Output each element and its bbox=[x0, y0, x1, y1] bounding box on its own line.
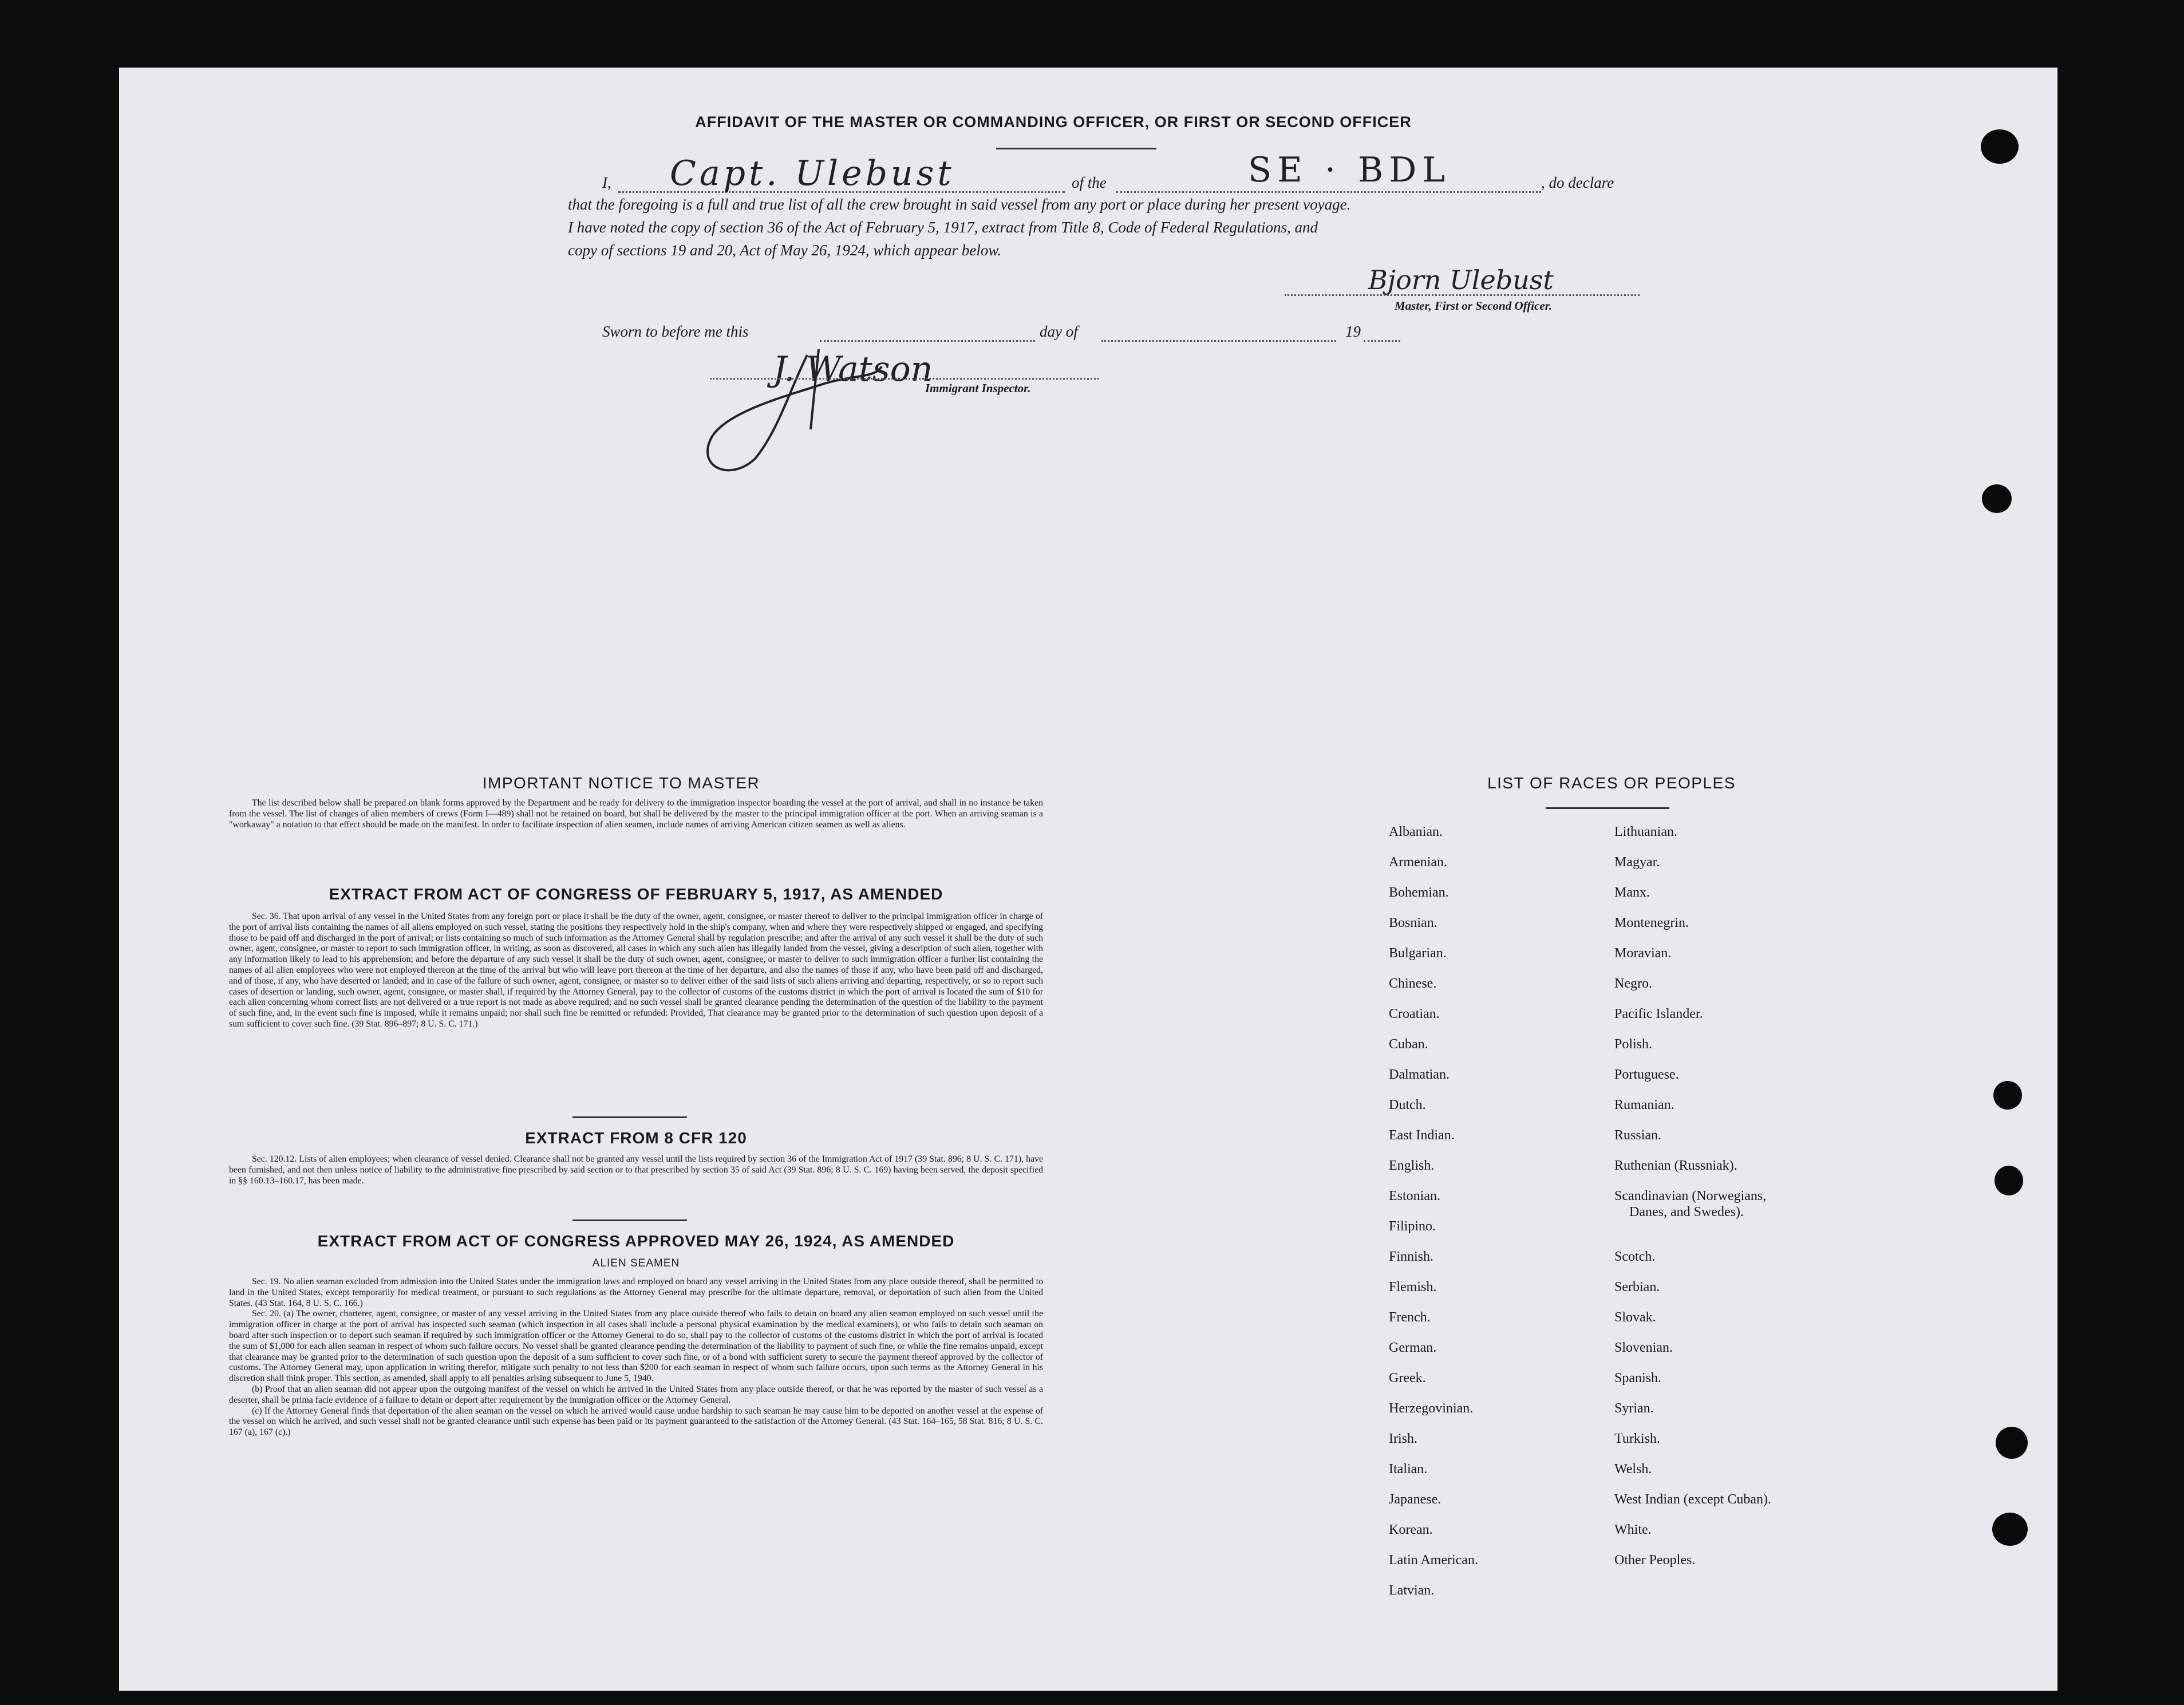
race-item: Latvian. bbox=[1389, 1583, 1435, 1598]
extract-1917-body bbox=[229, 911, 1043, 1030]
officer-signature: Bjorn Ulebust bbox=[1368, 265, 1554, 295]
races-heading: LIST OF RACES OR PEOPLES bbox=[1487, 774, 1736, 792]
race-item: Irish. bbox=[1389, 1431, 1417, 1446]
race-item: Chinese. bbox=[1389, 976, 1437, 991]
race-item: Moravian. bbox=[1614, 946, 1672, 961]
punch-hole bbox=[1981, 129, 2019, 164]
master-name-handwritten: Capt. Ulebust bbox=[670, 153, 955, 194]
notice-paragraph: The list described below shall be prepared on blank forms approved by the Department and be ready for delivery to the immigration inspector boarding the vessel at the port of arrival, and shall in no instance be taken from the vessel. The list of changes of alien members of crews (Form I—489) shall not be retained on board, but shall be delivered by the master to the principal immigration officer at the port. When an arriving seaman is a "workaway" a notation to that effect should be made on the manifest. In order to facilitate inspection of alien seamen, include names of arriving American citizen seamen as well as aliens. bbox=[229, 798, 1043, 830]
sworn-month-line bbox=[1101, 340, 1336, 342]
notice-heading: IMPORTANT NOTICE TO MASTER bbox=[482, 774, 760, 792]
race-item: Dalmatian. bbox=[1389, 1067, 1450, 1082]
alien-seamen-subheading: ALIEN SEAMEN bbox=[592, 1257, 680, 1269]
inspector-signature-line bbox=[710, 378, 1099, 380]
notice-body bbox=[229, 798, 1043, 830]
race-item: Korean. bbox=[1389, 1522, 1433, 1537]
punch-hole bbox=[1993, 1081, 2022, 1110]
race-item: Rumanian. bbox=[1614, 1098, 1674, 1112]
race-item: Herzegovinian. bbox=[1389, 1401, 1474, 1416]
extract-cfr-heading: EXTRACT FROM 8 CFR 120 bbox=[525, 1129, 747, 1147]
race-item: Italian. bbox=[1389, 1462, 1428, 1477]
race-item: Lithuanian. bbox=[1614, 824, 1677, 839]
race-item: Armenian. bbox=[1389, 855, 1447, 870]
race-item: Albanian. bbox=[1389, 824, 1443, 839]
race-item: West Indian (except Cuban). bbox=[1614, 1492, 1771, 1507]
race-item: Negro. bbox=[1614, 976, 1652, 991]
race-item: Latin American. bbox=[1389, 1553, 1478, 1568]
section-20c-paragraph: (c) If the Attorney General finds that deportation of the alien seaman on the vessel on which he arrived would cause undue hardship to such seaman he may cause him to be deported on another vessel at the expense of the vessel on which he arrived, and such vessel shall not be granted clearance until such expense has been paid or its payment guaranteed to the satisfaction of the Attorney General. (43 Stat. 164–165, 58 Stat. 816; 8 U. S. C. 167 (a), 167 (c).) bbox=[229, 1406, 1043, 1438]
race-item: Syrian. bbox=[1614, 1401, 1654, 1416]
extract-1924-body bbox=[229, 1277, 1043, 1438]
race-item: Polish. bbox=[1614, 1037, 1653, 1052]
race-item: East Indian. bbox=[1389, 1128, 1455, 1143]
divider bbox=[1546, 807, 1669, 809]
section-36-paragraph: Sec. 36. That upon arrival of any vessel in the United States from any foreign port or place it shall be the duty of the owner, agent, consignee, or master thereof to deliver to the principal immigration officer in charge of the port of arrival lists containing the names of all aliens employed on such vessel, stating the positions they respectively hold in the ship's company, when and where they were respectively shipped or engaged, and specifying those to be paid off and discharged in the port of arrival; or lists containing so much of such information as the Attorney General shall by regulation prescribe; and after the arrival of any such vessel it shall be the duty of such owner, agent, consignee, or master to report to such immigration officer, in writing, as soon as discovered, all cases in which any such alien has illegally landed from the vessel, giving a description of such alien, together with any information likely to lead to his apprehension; and before the departure of any such vessel it shall be the duty of such owner, agent, consignee, or master to deliver to such immigration officer a further list containing the names of all alien employees who were not employed thereon at the time of the arrival but who will leave port thereon at the time of her departure, and also the names of those if any, who have been paid off and discharged, and of those, if any, who have deserted or landed; and in case of the failure of such owner, agent, consignee, or master so to deliver either of the said lists of such aliens arriving and departing, respectively, or so to report such cases of desertion or landing, such owner, agent, consignee, or master shall, if required by the Attorney General, pay to the collector of customs of the customs district in which the port of arrival is located the sum of $10 for each alien concerning whom correct lists are not delivered or a true report is not made as above required; and no such vessel shall be granted clearance pending the determination of the question of the liability to the payment of such fine, and, in the event such fine is imposed, while it remains unpaid; nor shall such fine be remitted or refunded: Provided, That clearance may be granted prior to the determination of such question upon deposit of a sum sufficient to cover such fine. (39 Stat. 896–897; 8 U. S. C. 171.) bbox=[229, 911, 1043, 1029]
race-item: Magyar. bbox=[1614, 855, 1660, 870]
race-item: Danes, and Swedes). bbox=[1629, 1205, 1744, 1219]
race-item: Spanish. bbox=[1614, 1371, 1662, 1386]
vessel-name-handwritten: SE · BDL bbox=[1248, 150, 1451, 190]
extract-cfr-body bbox=[229, 1154, 1043, 1186]
divider bbox=[572, 1116, 687, 1118]
officer-signature-line bbox=[1285, 294, 1640, 296]
punch-hole bbox=[1996, 1427, 2028, 1459]
race-item: Scandinavian (Norwegians, bbox=[1614, 1189, 1767, 1203]
declarant-prefix: I, bbox=[602, 174, 611, 191]
year-prefix: 19 bbox=[1345, 323, 1361, 340]
affidavit-heading: AFFIDAVIT OF THE MASTER OR COMMANDING OFFICER, OR FIRST OR SECOND OFFICER bbox=[695, 113, 1412, 131]
race-item: Russian. bbox=[1614, 1128, 1662, 1143]
affidavit-line-4: copy of sections 19 and 20, Act of May 26, 1924, which appear below. bbox=[568, 242, 1002, 259]
race-item: Estonian. bbox=[1389, 1189, 1440, 1203]
race-item: English. bbox=[1389, 1158, 1435, 1173]
race-item: Ruthenian (Russniak). bbox=[1614, 1158, 1737, 1173]
race-item: Scotch. bbox=[1614, 1249, 1656, 1264]
document-page bbox=[119, 68, 2057, 1691]
race-item: Portuguese. bbox=[1614, 1067, 1679, 1082]
race-item: Flemish. bbox=[1389, 1280, 1437, 1294]
race-item: Welsh. bbox=[1614, 1462, 1652, 1477]
race-item: Greek. bbox=[1389, 1371, 1426, 1386]
of-the-label: of the bbox=[1072, 174, 1107, 191]
race-item: Bohemian. bbox=[1389, 885, 1449, 900]
section-20b-paragraph: (b) Proof that an alien seaman did not appear upon the outgoing manifest of the vessel on which he arrived in the United States from any place outside thereof, or that he was reported by the master of such vessel as a deserter, shall be prima facie evidence of a failure to detain or deport after requirement by the immigration officer or the Attorney General. bbox=[229, 1384, 1043, 1405]
section-120-12-paragraph: Sec. 120.12. Lists of alien employees; when clearance of vessel denied. Clearance shall not be granted any vessel until the lists required by section 36 of the Immigration Act of 1917 (39 Stat. 896; 8 U. S. C. 171), have been furnished, and not then unless notice of liability to the administrative fine prescribed by said section or to that prescribed by section 35 of said Act (39 Stat. 896; 8 U. S. C. 169) having been served, the deposit specified in §§ 160.13–160.17, has been made. bbox=[229, 1154, 1043, 1186]
race-item: Montenegrin. bbox=[1614, 915, 1689, 930]
extract-1917-heading: EXTRACT FROM ACT OF CONGRESS OF FEBRUARY 5, 1917, AS AMENDED bbox=[329, 885, 943, 903]
race-item: Filipino. bbox=[1389, 1219, 1436, 1234]
affidavit-line-3: I have noted the copy of section 36 of the Act of February 5, 1917, extract from Title 8, Code of Federal Regulations, and bbox=[568, 219, 1318, 236]
punch-hole bbox=[1982, 484, 2012, 513]
race-item: German. bbox=[1389, 1340, 1437, 1355]
sworn-label: Sworn to before me this bbox=[602, 323, 749, 340]
inspector-caption: Immigrant Inspector. bbox=[925, 381, 1031, 395]
race-item: Serbian. bbox=[1614, 1280, 1660, 1294]
race-item: Pacific Islander. bbox=[1614, 1007, 1703, 1021]
race-item: Dutch. bbox=[1389, 1098, 1426, 1112]
sworn-day-line bbox=[820, 340, 1035, 342]
race-item: White. bbox=[1614, 1522, 1652, 1537]
race-item: Turkish. bbox=[1614, 1431, 1660, 1446]
race-item: Other Peoples. bbox=[1614, 1553, 1696, 1568]
race-item: Bosnian. bbox=[1389, 915, 1437, 930]
race-item: Croatian. bbox=[1389, 1007, 1440, 1021]
race-item: Manx. bbox=[1614, 885, 1650, 900]
divider bbox=[996, 148, 1156, 149]
sworn-year-line bbox=[1364, 340, 1400, 342]
extract-1924-heading: EXTRACT FROM ACT OF CONGRESS APPROVED MAY 26, 1924, AS AMENDED bbox=[317, 1232, 955, 1250]
race-item: Bulgarian. bbox=[1389, 946, 1447, 961]
race-item: Slovenian. bbox=[1614, 1340, 1673, 1355]
inspector-signature-flourish bbox=[676, 344, 996, 481]
divider bbox=[572, 1219, 687, 1221]
race-item: French. bbox=[1389, 1310, 1431, 1325]
do-declare-label: , do declare bbox=[1541, 174, 1614, 191]
race-item: Japanese. bbox=[1389, 1492, 1441, 1507]
vessel-name-line bbox=[1116, 191, 1541, 193]
section-19-paragraph: Sec. 19. No alien seaman excluded from admission into the United States under the immigration laws and employed on board any vessel arriving in the United States from any place outside thereof, shall be permitted to land in the United States, except temporarily for medical treatment, or pursuant to such regulations as the Attorney General may prescribe for the ultimate departure, removal, or deportation of such alien from the United States. (43 Stat. 164, 8 U. S. C. 166.) bbox=[229, 1277, 1043, 1308]
affidavit-line-2: that the foregoing is a full and true list of all the crew brought in said vessel from any port or place during her present voyage. bbox=[568, 196, 1351, 213]
race-item: Finnish. bbox=[1389, 1249, 1434, 1264]
race-item: Cuban. bbox=[1389, 1037, 1428, 1052]
punch-hole bbox=[1992, 1513, 2028, 1546]
race-item: Slovak. bbox=[1614, 1310, 1656, 1325]
day-of-label: day of bbox=[1040, 323, 1078, 340]
officer-caption: Master, First or Second Officer. bbox=[1395, 299, 1552, 313]
punch-hole bbox=[1995, 1166, 2023, 1195]
section-20a-paragraph: Sec. 20. (a) The owner, charterer, agent, consignee, or master of any vessel arriving in the United States from any place outside thereof who fails to detain on board any alien seaman employed on such vessel until the immigration officer in charge at the port of arrival has inspected such seaman (which inspection in all cases shall include a personal physical examination by the medical examiners), or who fails to detain such seaman on board after such inspection or to deport such seaman if required by such immigration officer or the Attorney General to do so, shall pay to the collector of customs of the customs district in which the port of arrival is located the sum of $1,000 for each alien seaman in respect of whom such failure occurs. No vessel shall be granted clearance pending the determination of the liability to payment of such fine, or while the fine remains unpaid, except that clearance may be granted prior to the determination of such question upon the deposit of a sum sufficient to cover such fine, or of a bond with sufficient surety to secure the payment thereof approved by the collector of customs. The Attorney General may, upon application in writing therefor, mitigate such penalty to not less than $200 for each seaman in respect of whom such failure occurs, upon such terms as the Attorney General in his discretion shall think proper. This section, as amended, shall apply to all penalties arising subsequent to June 5, 1940. bbox=[229, 1309, 1043, 1384]
inspector-signature: J. Watson bbox=[773, 349, 933, 389]
